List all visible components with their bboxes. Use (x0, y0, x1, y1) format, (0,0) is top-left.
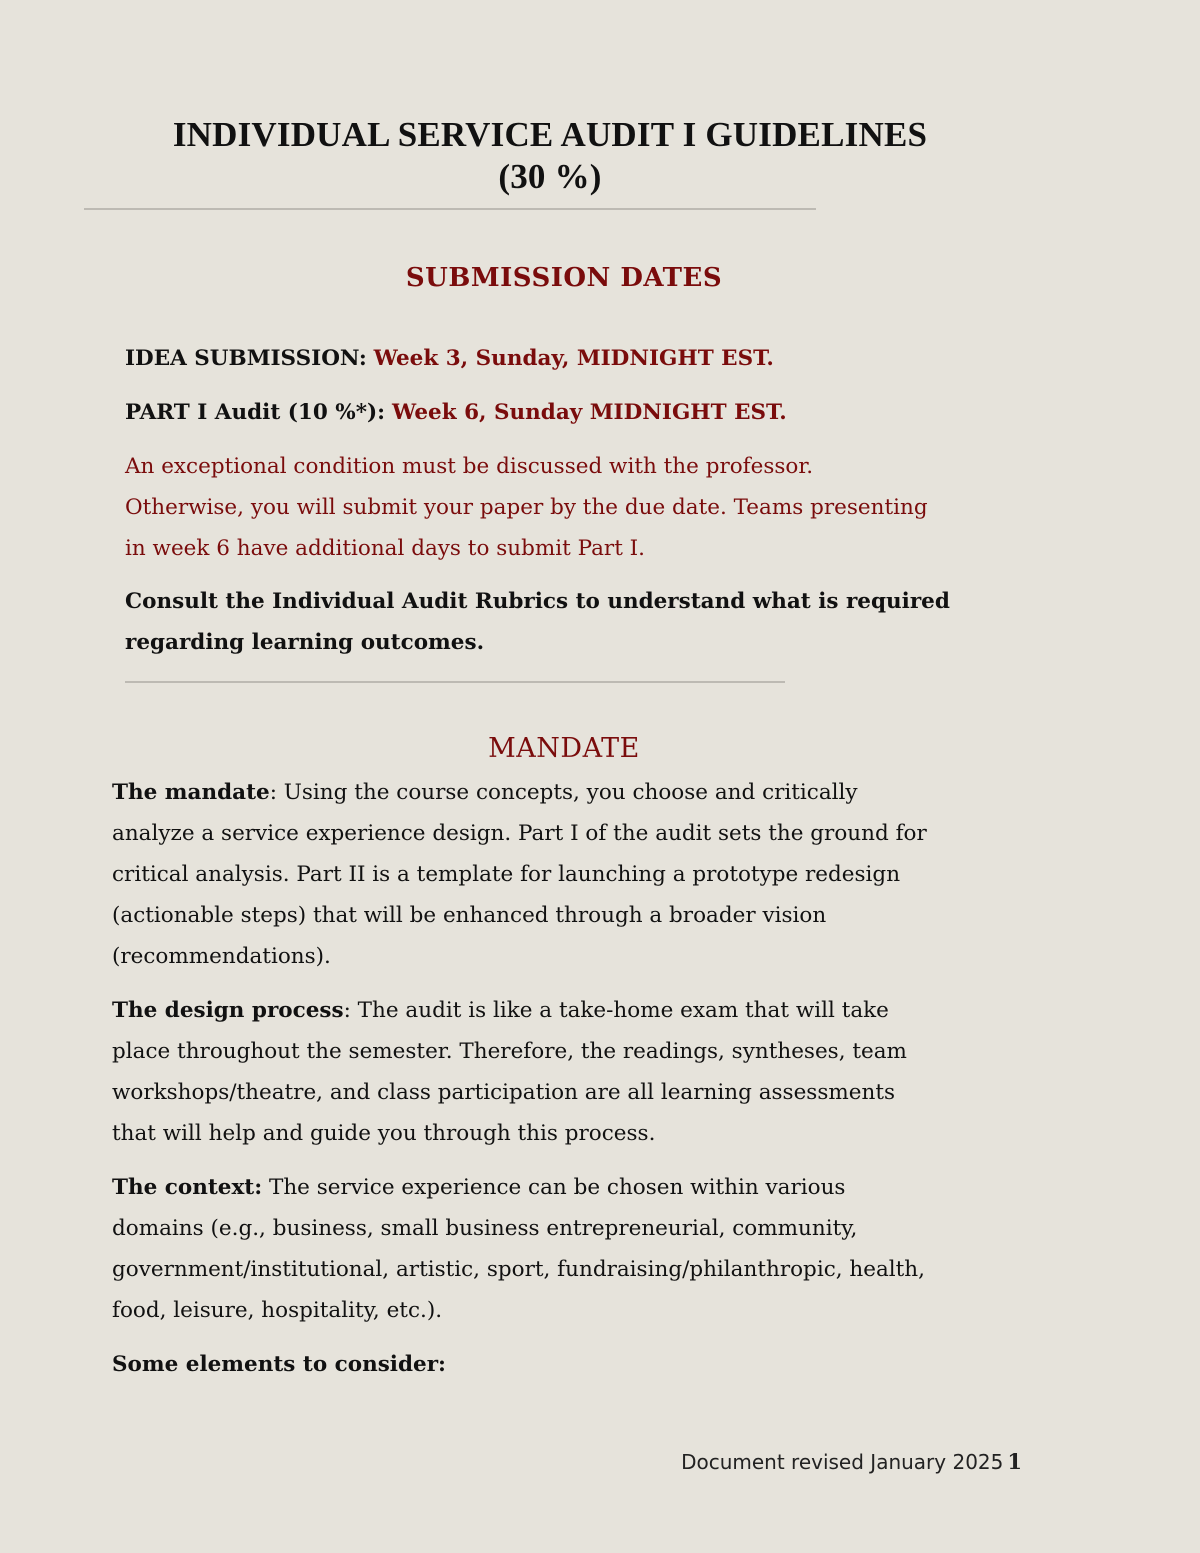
context-line: government/institutional, artistic, sport, fundraising/philanthropic, health, (112, 1257, 925, 1282)
mandate-paragraph (112, 772, 1032, 977)
mandate-label: The mandate (112, 780, 270, 805)
mandate-line (112, 772, 1032, 813)
mandate-line: analyze a service experience design. Part I of the audit sets the ground for (112, 821, 927, 846)
page-title (100, 114, 1000, 198)
design-line (112, 990, 1032, 1031)
context-line: domains (e.g., business, small business entrepreneurial, community, (112, 1216, 858, 1241)
mandate-line: critical analysis. Part II is a template for launching a prototype redesign (112, 862, 901, 887)
consult-line: Consult the Individual Audit Rubrics to understand what is required (125, 589, 950, 614)
page-number: 1 (1007, 1449, 1022, 1474)
title-line-1: INDIVIDUAL SERVICE AUDIT I GUIDELINES (172, 115, 928, 154)
exception-paragraph (125, 446, 1025, 569)
mandate-heading: MANDATE (488, 733, 640, 764)
mandate-text: : Using the course concepts, you choose and critically (269, 780, 858, 805)
title-divider (84, 208, 816, 210)
part1-submission-line (125, 392, 787, 433)
design-process-label: The design process (112, 998, 344, 1023)
part1-label: PART I Audit (10 %*): (125, 400, 386, 425)
design-line: that will help and guide you through this process. (112, 1121, 656, 1146)
part1-date: Week 6, Sunday MIDNIGHT EST. (391, 400, 787, 425)
exception-line: An exceptional condition must be discussed with the professor. (125, 454, 814, 479)
idea-submission-date: Week 3, Sunday, MIDNIGHT EST. (373, 346, 774, 371)
consult-paragraph (125, 581, 1045, 663)
exception-line: in week 6 have additional days to submit Part I. (125, 536, 645, 561)
design-text: : The audit is like a take-home exam that will take (343, 998, 889, 1023)
section-divider (125, 681, 785, 683)
idea-submission-label: IDEA SUBMISSION: (125, 346, 367, 371)
title-line-2: (30 %) (498, 157, 602, 196)
context-line: food, leisure, hospitality, etc.). (112, 1298, 443, 1323)
exception-line: Otherwise, you will submit your paper by the due date. Teams presenting (125, 495, 928, 520)
submission-heading: SUBMISSION DATES (405, 263, 723, 293)
context-text: The service experience can be chosen within various (262, 1175, 846, 1200)
context-paragraph (112, 1167, 1032, 1331)
footer-revision-text: Document revised January 2025 (681, 1450, 1004, 1474)
design-line: place throughout the semester. Therefore, the readings, syntheses, team (112, 1039, 907, 1064)
idea-submission-line (125, 338, 774, 379)
mandate-line: (recommendations). (112, 944, 331, 969)
mandate-line: (actionable steps) that will be enhanced through a broader vision (112, 903, 827, 928)
design-line: workshops/theatre, and class participation are all learning assessments (112, 1080, 895, 1105)
context-label: The context: (112, 1175, 263, 1200)
consult-line: regarding learning outcomes. (125, 630, 485, 655)
context-line (112, 1167, 1032, 1208)
page-footer (681, 1445, 1022, 1479)
design-process-paragraph (112, 990, 1032, 1154)
elements-heading: Some elements to consider: (112, 1352, 446, 1377)
